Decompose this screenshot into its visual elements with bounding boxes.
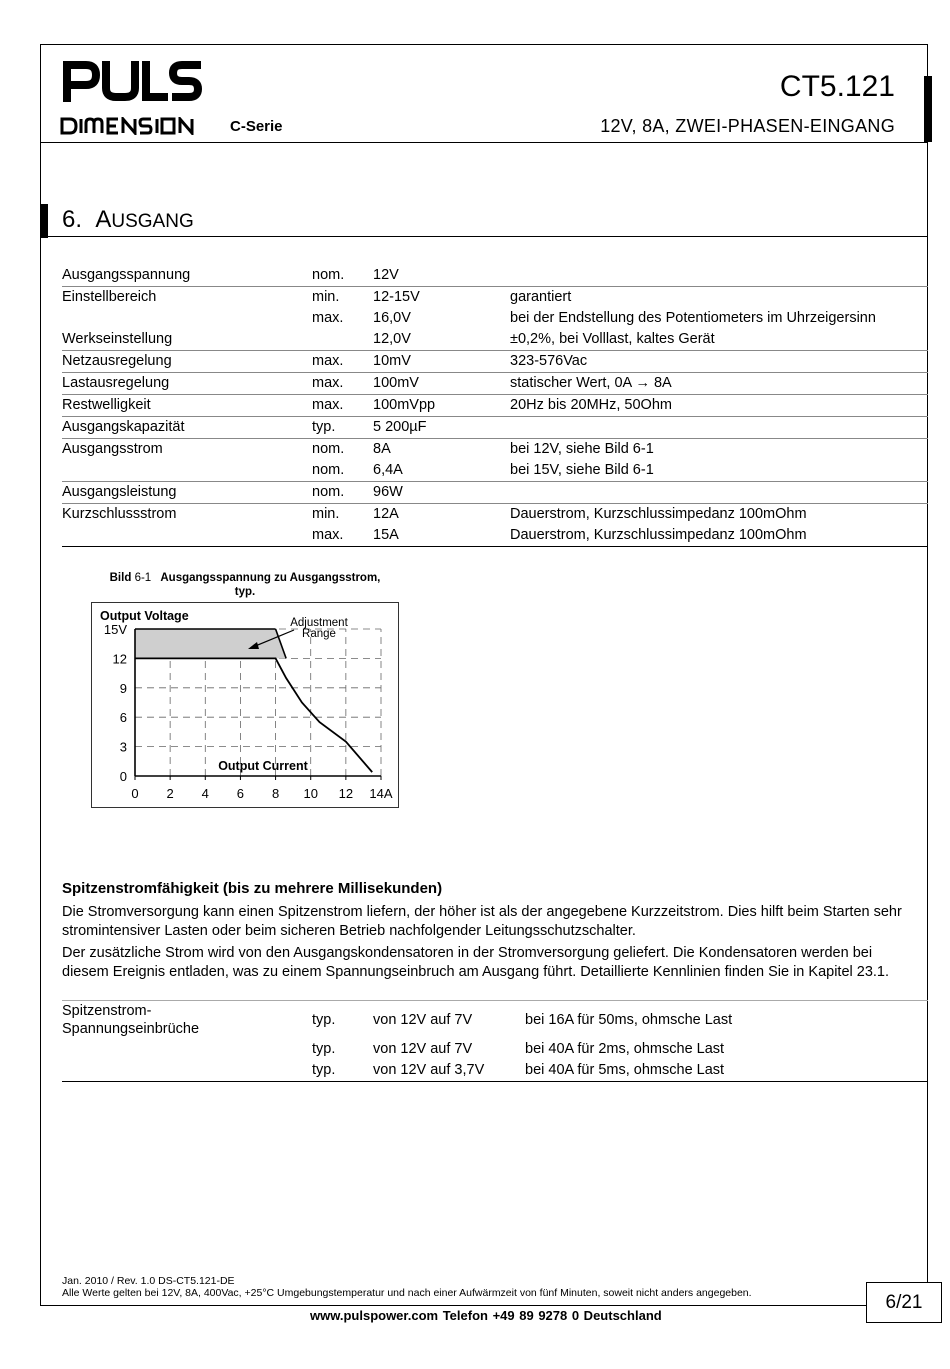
- peak-table-bottom-rule: [62, 1081, 928, 1082]
- spec-note: 323-576Vac: [510, 351, 928, 373]
- annotation-label-line1: Adjustment: [290, 617, 348, 629]
- spec-qualifier: max.: [312, 351, 373, 373]
- annotation-label-line2: Range: [302, 628, 336, 640]
- spec-label: Kurzschlussstrom: [62, 504, 312, 526]
- figure-caption: [90, 571, 400, 599]
- y-tick-label: 9: [119, 680, 127, 696]
- page-number: 6/21: [866, 1282, 942, 1323]
- spec-value: 96W: [373, 482, 510, 504]
- spec-qualifier: nom.: [312, 267, 345, 283]
- spec-value: 6,4A: [373, 462, 403, 478]
- spec-qualifier: max.: [312, 373, 373, 395]
- x-tick-label: 0: [131, 786, 139, 801]
- peak-note: bei 40A für 5ms, ohmsche Last: [525, 1062, 725, 1078]
- spec-note: [510, 417, 928, 439]
- spec-value: 12,0V: [373, 331, 411, 347]
- spec-note: bei 12V, siehe Bild 6-1: [510, 439, 928, 461]
- output-spec-table: [62, 265, 928, 547]
- spec-label: Lastausregelung: [62, 373, 312, 395]
- spec-row: [62, 373, 928, 395]
- spec-qualifier: max.: [312, 525, 373, 547]
- spec-row: [62, 460, 928, 482]
- section-marker: [40, 204, 48, 238]
- spec-value: 5 200µF: [373, 417, 510, 439]
- peak-label-line1: Spitzenstrom-: [62, 1003, 152, 1019]
- spec-note: ±0,2%, bei Volllast, kaltes Gerät: [510, 331, 715, 347]
- peak-qual: typ.: [312, 1012, 336, 1028]
- spec-label: Ausgangsleistung: [62, 482, 312, 504]
- spec-label: Einstellbereich: [62, 287, 312, 309]
- series-label: C-Serie: [230, 118, 283, 135]
- peak-value: von 12V auf 7V: [373, 1041, 473, 1057]
- peak-current-title: Spitzenstromfähigkeit (bis zu mehrere Millisekunden): [62, 880, 443, 897]
- spec-qualifier: [312, 329, 373, 351]
- header-side-bar: [924, 76, 932, 142]
- y-tick-label: 15V: [103, 622, 127, 637]
- spec-row: [62, 351, 928, 373]
- spec-value: 12A: [373, 504, 510, 526]
- spec-value: 10mV: [373, 351, 510, 373]
- x-tick-label: 8: [271, 786, 280, 801]
- spec-label: Restwelligkeit: [62, 395, 312, 417]
- spec-qualifier: nom.: [312, 482, 373, 504]
- table-row: [62, 1012, 928, 1033]
- spec-label: Ausgangskapazität: [62, 417, 312, 439]
- peak-note: bei 40A für 2ms, ohmsche Last: [525, 1041, 725, 1057]
- footer-contact: www.pulspower.com Telefon +49 89 9278 0 Deutschland: [310, 1308, 662, 1323]
- y-tick-label: 6: [119, 710, 127, 726]
- spec-row: [62, 482, 928, 504]
- spec-value: 100mV: [373, 373, 510, 395]
- figure-caption-line1: Ausgangsspannung zu Ausgangsstrom,: [160, 572, 381, 584]
- table-row: [62, 1041, 928, 1062]
- puls-logo: [62, 60, 204, 102]
- spec-label: [62, 308, 312, 329]
- x-axis-label: Output Current: [218, 759, 308, 773]
- spec-value: 100mVpp: [373, 395, 510, 417]
- spec-label: [62, 460, 312, 482]
- spec-note: [510, 482, 928, 504]
- section-title-initial: A: [95, 206, 112, 233]
- x-tick-label: 14A: [369, 786, 393, 801]
- spec-note: statischer Wert, 0A → 8A: [510, 373, 928, 395]
- spec-label: Ausgangsspannung: [62, 267, 191, 283]
- spec-note: Dauerstrom, Kurzschlussimpedanz 100mOhm: [510, 525, 928, 547]
- peak-note: bei 16A für 50ms, ohmsche Last: [525, 1012, 733, 1028]
- section-underline: [48, 236, 928, 237]
- spec-label: Ausgangsstrom: [62, 439, 312, 461]
- spec-note: Dauerstrom, Kurzschlussimpedanz 100mOhm: [510, 504, 928, 526]
- y-tick-label: 0: [119, 769, 127, 784]
- header-divider: [40, 142, 928, 143]
- spec-qualifier: max.: [312, 310, 344, 326]
- x-tick-label: 6: [236, 786, 245, 801]
- section-number: 6.: [62, 206, 83, 233]
- x-tick-label: 10: [303, 786, 318, 801]
- x-tick-label: 4: [201, 786, 209, 801]
- spec-value: 12V: [373, 267, 399, 283]
- spec-qualifier: typ.: [312, 417, 373, 439]
- spec-note: 20Hz bis 20MHz, 50Ohm: [510, 395, 928, 417]
- spec-qualifier: min.: [312, 504, 373, 526]
- spec-value: 16,0V: [373, 310, 411, 326]
- chart-title: Output Voltage: [100, 609, 189, 623]
- spec-label: [62, 525, 312, 547]
- peak-paragraph-2: Der zusätzliche Strom wird von den Ausgangskondensatoren in der Stromversorgung geliefert. Die Kondensatoren werden bei diesem Ereignis entladen, was zu einem Spannungseinbruch am Ausgang führt. Detaillierte Kennlinien finden Sie in Kapitel 23.1.: [62, 945, 890, 980]
- peak-qual: typ.: [312, 1062, 336, 1078]
- peak-label-line2: Spannungseinbrüche: [62, 1021, 200, 1037]
- footer-revision: Jan. 2010 / Rev. 1.0 DS-CT5.121-DE: [62, 1275, 235, 1287]
- model-number: CT5.121: [779, 70, 895, 103]
- spec-label: Werkseinstellung: [62, 331, 173, 347]
- spec-note: garantiert: [510, 287, 928, 309]
- spec-note: bei der Endstellung des Potentiometers im Uhrzeigersinn: [510, 310, 876, 326]
- output-voltage-current-chart: [91, 602, 399, 808]
- spec-row: [62, 439, 928, 461]
- y-tick-label: 3: [119, 739, 127, 755]
- peak-value: von 12V auf 3,7V: [373, 1062, 485, 1078]
- spec-row: [62, 504, 928, 526]
- y-tick-label: 12: [112, 651, 127, 667]
- spec-label: Netzausregelung: [62, 351, 312, 373]
- table-row: [62, 1062, 928, 1083]
- peak-paragraph-1: Die Stromversorgung kann einen Spitzenstrom liefern, der höher ist als der angegebene Kurzzeitstrom. Dies hilft beim Starten sehr stromintensiver Lasten oder beim sicheren Betrieb nachfolgender Leitungsschutzschalter.: [62, 904, 902, 939]
- spec-row: [62, 329, 928, 351]
- footer-conditions-note: Alle Werte gelten bei 12V, 8A, 400Vac, +25°C Umgebungstemperatur und nach einer Aufwärmzeit von fünf Minuten, soweit nicht anders angegeben.: [62, 1287, 752, 1299]
- x-tick-label: 12: [338, 786, 354, 801]
- section-title-rest: USGANG: [111, 211, 194, 232]
- spec-note: [510, 265, 928, 287]
- spec-qualifier: max.: [312, 395, 373, 417]
- spec-row: [62, 525, 928, 547]
- spec-row: [62, 287, 928, 309]
- figure-label: Bild: [109, 572, 132, 584]
- product-subtitle: 12V, 8A, ZWEI-PHASEN-EINGANG: [600, 116, 895, 136]
- spec-row: [62, 395, 928, 417]
- peak-table-top-rule: [62, 1000, 928, 1001]
- peak-qual: typ.: [312, 1041, 336, 1057]
- peak-value: von 12V auf 7V: [373, 1012, 473, 1028]
- spec-row: [62, 417, 928, 439]
- spec-qualifier: nom.: [312, 439, 373, 461]
- x-tick-label: 2: [166, 786, 174, 801]
- adjustment-range-area: [135, 629, 286, 658]
- spec-value: 12-15V: [373, 287, 510, 309]
- figure-number: 6-1: [134, 572, 152, 584]
- spec-note: bei 15V, siehe Bild 6-1: [510, 462, 654, 478]
- spec-qualifier: min.: [312, 287, 373, 309]
- spec-qualifier: nom.: [312, 462, 345, 478]
- spec-value: 8A: [373, 439, 510, 461]
- spec-row: [62, 308, 928, 329]
- figure-caption-line2: typ.: [234, 586, 256, 598]
- spec-value: 15A: [373, 525, 510, 547]
- dimension-logo: [60, 117, 202, 135]
- section-heading: [62, 206, 194, 234]
- spec-row: [62, 265, 928, 287]
